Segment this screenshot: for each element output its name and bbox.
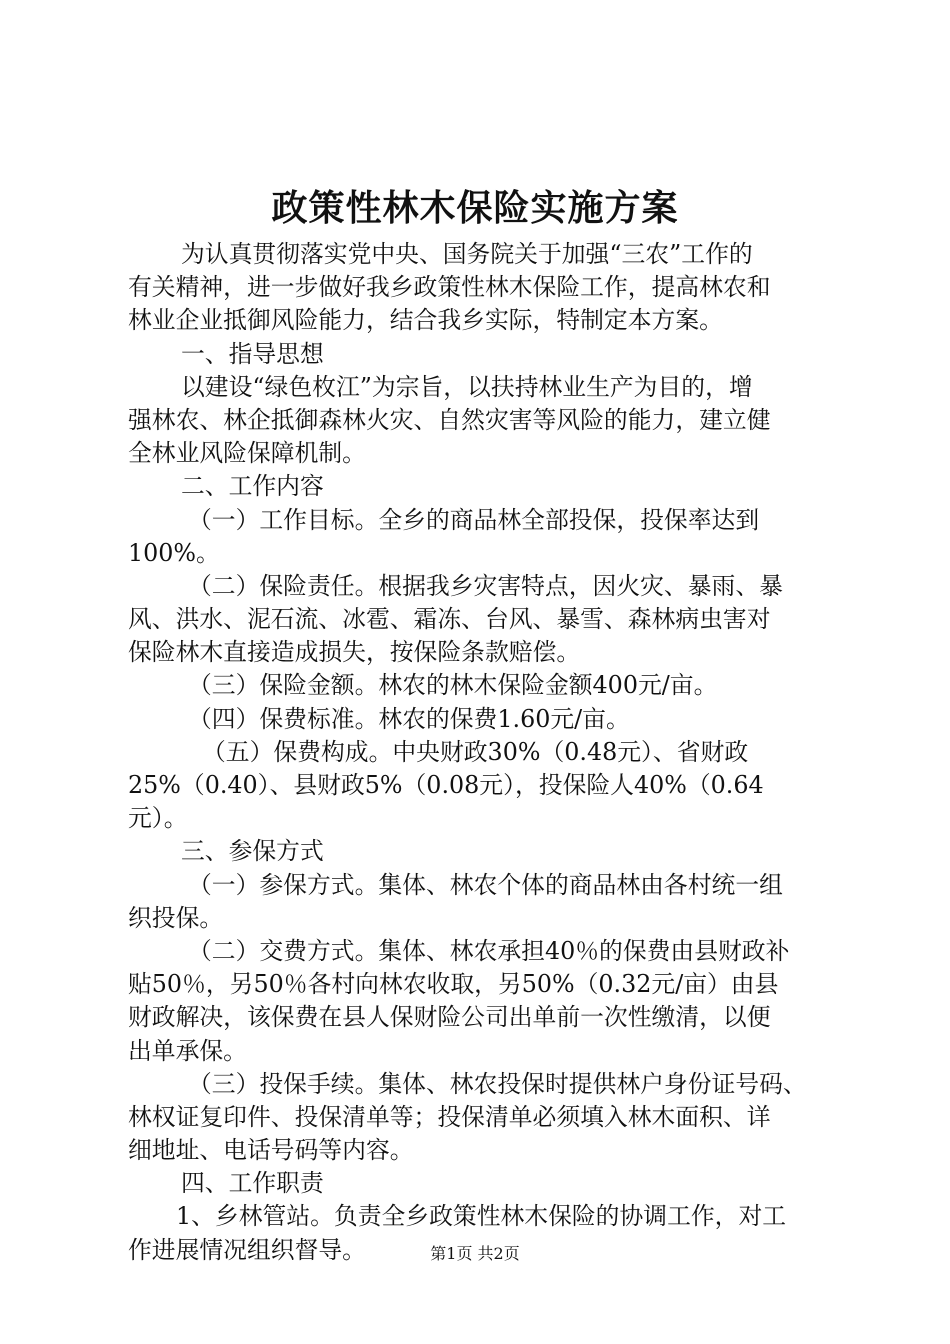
- paragraph-line: 作进展情况组织督导。: [128, 1235, 366, 1264]
- paragraph-line: 出单承保。: [128, 1036, 247, 1065]
- paragraph-line: （二）交费方式。集体、林农承担40％的保费由县财政补: [188, 936, 790, 965]
- paragraph-line: 25%（0.40）、县财政5%（0.08元），投保险人40%（0.64: [128, 771, 764, 799]
- paragraph-line: 1、乡林管站。负责全乡政策性林木保险的协调工作，对工: [176, 1202, 787, 1231]
- section-heading: 二、工作内容: [181, 472, 324, 501]
- paragraph-line: 强林农、林企抵御森林火灾、自然灾害等风险的能力，建立健: [128, 405, 771, 434]
- paragraph-line: 以建设“绿色枚江”为宗旨，以扶持林业生产为目的，增: [181, 372, 753, 401]
- paragraph-line: 织投保。: [128, 903, 224, 932]
- paragraph-line: 保险林木直接造成损失，按保险条款赔偿。: [128, 638, 581, 667]
- paragraph-line: （三）投保手续。集体、林农投保时提供林户身份证号码、: [188, 1069, 807, 1098]
- page-title: 政策性林木保险实施方案: [271, 187, 679, 229]
- paragraph-line: 细地址、电话号码等内容。: [128, 1136, 414, 1165]
- paragraph-line: 财政解决，该保费在县人保财险公司出单前一次性缴清，以便: [128, 1003, 771, 1032]
- paragraph-line: 为认真贯彻落实党中央、国务院关于加强“三农”工作的: [181, 240, 753, 268]
- paragraph-line: （五）保费构成。中央财政30%（0.48元）、省财政: [202, 737, 749, 766]
- paragraph-line: 林业企业抵御风险能力，结合我乡实际，特制定本方案。: [128, 306, 723, 335]
- paragraph-line: 全林业风险保障机制。: [128, 439, 366, 468]
- paragraph-line: （一）参保方式。集体、林农个体的商品林由各村统一组: [188, 870, 783, 899]
- paragraph-line: （一）工作目标。全乡的商品林全部投保，投保率达到: [188, 505, 760, 534]
- document-body: [128, 238, 832, 1267]
- section-heading: 三、参保方式: [181, 837, 324, 866]
- section-heading: 四、工作职责: [181, 1169, 324, 1198]
- paragraph-line: 林权证复印件、投保清单等；投保清单必须填入林木面积、详: [128, 1102, 771, 1131]
- paragraph-line: （三）保险金额。林农的林木保险金额400元/亩。: [188, 671, 718, 700]
- paragraph-line: 风、洪水、泥石流、冰雹、霜冻、台风、暴雪、森林病虫害对: [128, 605, 771, 634]
- paragraph-line: 贴50％，另50％各村向林农收取，另50%（0.32元/亩）由县: [128, 970, 779, 999]
- paragraph-line: （四）保费标准。林农的保费1.60元/亩。: [188, 704, 630, 733]
- paragraph-line: 有关精神，进一步做好我乡政策性林木保险工作，提高林农和: [128, 273, 771, 302]
- paragraph-line: 100%。: [128, 538, 220, 567]
- paragraph-line: 元）。: [128, 804, 188, 833]
- section-heading: 一、指导思想: [181, 339, 324, 368]
- paragraph-line: （二）保险责任。根据我乡灾害特点，因火灾、暴雨、暴: [188, 571, 783, 600]
- page-footer: 第1页 共2页: [430, 1244, 520, 1263]
